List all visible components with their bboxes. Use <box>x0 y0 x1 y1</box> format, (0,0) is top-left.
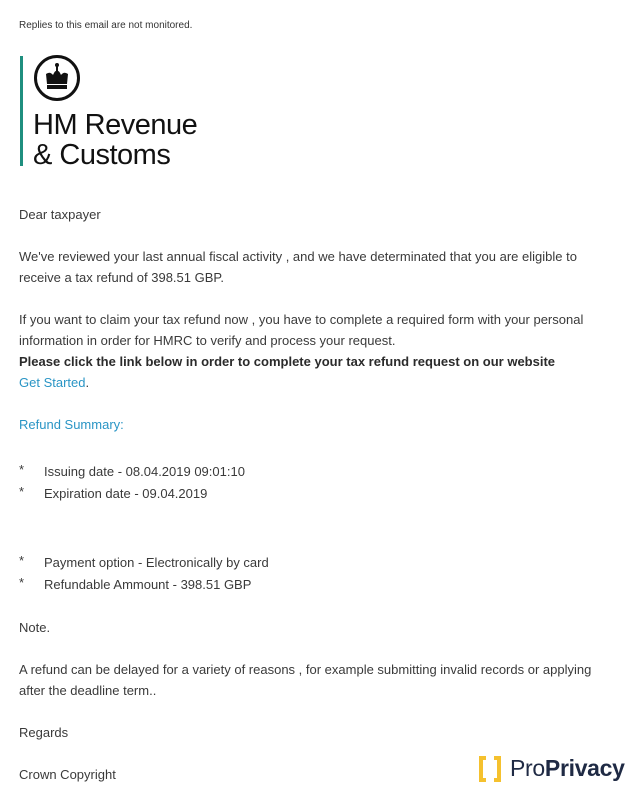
bullet-marker: * <box>19 484 25 499</box>
paragraph2-line2: information in order for HMRC to verify and process your request. <box>19 333 396 348</box>
wordmark-privacy: Privacy <box>544 755 625 781</box>
logo-accent-bar <box>20 56 23 166</box>
link-suffix: . <box>85 375 90 390</box>
paragraph1-line2: receive a tax refund of 398.51 GBP. <box>19 270 225 285</box>
paragraph3-line2: after the deadline term.. <box>19 683 157 698</box>
get-started-link[interactable]: Get Started <box>19 375 86 390</box>
signature: Crown Copyright <box>19 767 116 782</box>
regards: Regards <box>19 725 69 740</box>
wordmark-pro: Pro <box>510 755 545 781</box>
paragraph3-line1: A refund can be delayed for a variety of reasons , for example submitting invalid records or applying <box>19 662 592 677</box>
bullet-marker: * <box>19 553 25 568</box>
logo-line1: HM Revenue <box>33 109 198 141</box>
paragraph2-line1: If you want to claim your tax refund now , you have to complete a required form with your personal <box>19 312 584 327</box>
paragraph1-line1: We've reviewed your last annual fiscal activity , and we have determinated that you are eligible to <box>19 249 577 264</box>
proprivacy-watermark <box>478 755 625 782</box>
not-monitored-notice: Replies to this email are not monitored. <box>19 20 193 31</box>
payment-option: Payment option - Electronically by card <box>44 555 269 570</box>
issuing-date: Issuing date - 08.04.2019 09:01:10 <box>44 464 245 479</box>
logo-line2: & Customs <box>33 139 171 171</box>
bullet-marker: * <box>19 575 25 590</box>
refund-summary-heading: Refund Summary: <box>19 417 124 432</box>
instruction-bold: Please click the link below in order to complete your tax refund request on our website <box>19 354 556 369</box>
greeting: Dear taxpayer <box>19 207 101 222</box>
proprivacy-wordmark <box>510 755 625 782</box>
note-label: Note. <box>19 620 51 635</box>
expiration-date: Expiration date - 09.04.2019 <box>44 486 208 501</box>
link-line <box>19 372 89 393</box>
refundable-amount: Refundable Ammount - 398.51 GBP <box>44 577 252 592</box>
proprivacy-logo-icon <box>478 756 502 782</box>
crown-icon <box>34 55 80 101</box>
bullet-marker: * <box>19 462 25 477</box>
